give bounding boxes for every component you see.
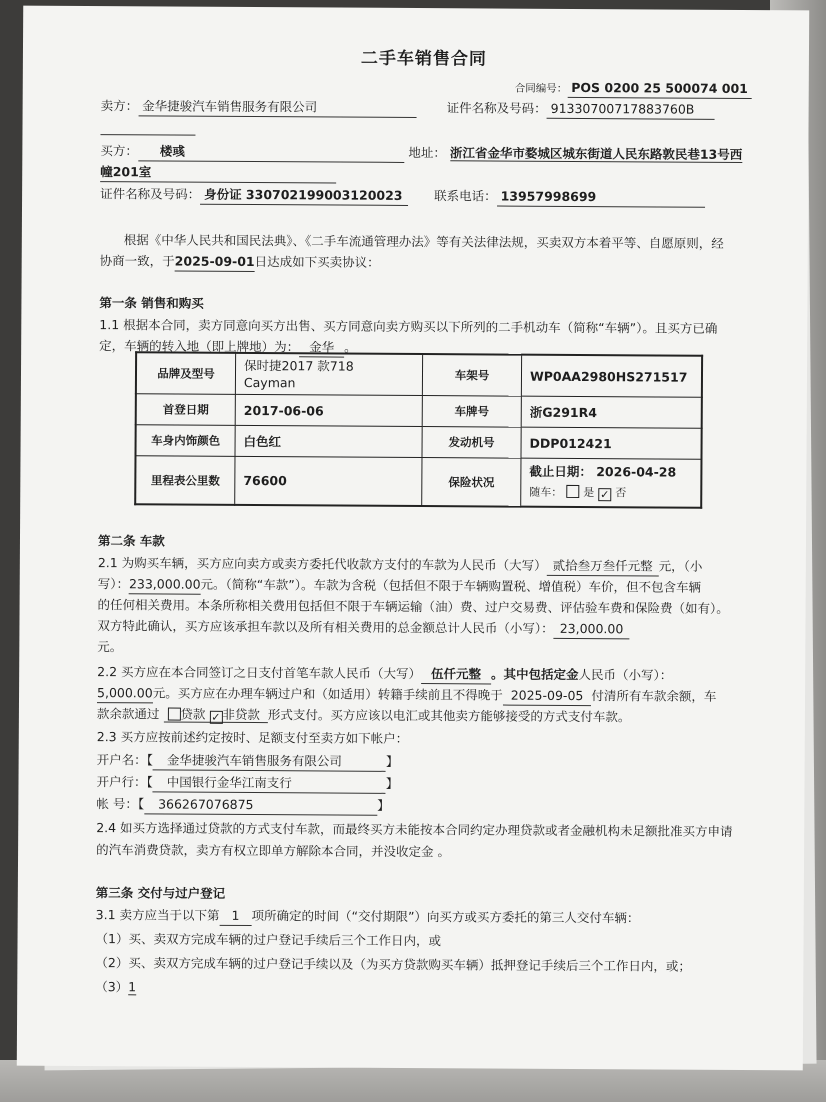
contract-number-label: 合同编号： [514, 82, 568, 95]
insurance-follow-label: 随车： [529, 485, 563, 499]
plate-label: 车牌号 [422, 396, 521, 428]
contract-page [17, 6, 809, 1071]
brand-line1: 保时捷2017 款718 [244, 357, 354, 374]
art2-l1a: 2.1 为购买车辆，买方应向卖方或卖方委托代收款方支付的车款为人民币（大写） [97, 555, 547, 573]
art2-line8 [97, 705, 631, 726]
seller-cert: 91330700717883760B [547, 100, 715, 120]
address-underline [100, 181, 336, 183]
buyer-label: 买方： [100, 143, 138, 159]
transfer-end: 。 [344, 339, 357, 355]
down-payment-words: 伍仟元整 [421, 665, 491, 684]
contract-title: 二手车销售合同 [360, 48, 487, 70]
seller-row [101, 97, 417, 118]
intro-line2 [100, 252, 380, 273]
art3-l1b: 项所确定的时间（“交付期限”）向买方或买方委托的第三人交付车辆： [251, 908, 640, 926]
insurance-no: 否 [615, 486, 627, 500]
article1-p1: 1.1 根据本合同，卖方同意向买方出售、买方同意向卖方购买以下所列的二手机动车（简称“车辆”）。且买方已确 [99, 317, 718, 336]
art2-l2b: 元。（简称“车款”）。车款为含税（包括但不限于车辆购置税、增值税）车价，但不包含车辆 [200, 576, 702, 595]
table-row [136, 394, 702, 428]
price-words: 贰拾叁万叁仟元整 [547, 557, 659, 577]
bank-name: 中国银行金华江南支行 [153, 773, 386, 793]
art2-line3: 的任何相关费用。本条所称相关费用包括但不限于车辆运输（油）费、过户交易费、评估验车费和保险费（如有）。 [97, 597, 729, 616]
contract-number-row [515, 79, 752, 99]
brand-value [235, 353, 422, 396]
transfer-text: 定，车辆的转入地（即上牌地）为： [99, 338, 300, 355]
plate-value: 浙G291R4 [521, 396, 702, 428]
buyer-cert-label: 证件名称及号码： [100, 186, 201, 202]
delivery-item-no: 1 [219, 907, 251, 926]
account-number-row [96, 795, 389, 816]
no-loan-option: 非贷款 [222, 706, 260, 723]
engine-label: 发动机号 [422, 427, 521, 459]
table-row [136, 352, 702, 397]
color-value: 白色红 [235, 425, 422, 457]
buyer-cert: 身份证 330702199003120023 [200, 186, 408, 206]
art2-l7b: 付清所有车款余额，车 [591, 688, 717, 704]
art2-l1b: 元，（小 [658, 558, 703, 574]
art3-l4a: （3） [95, 979, 129, 995]
checkbox-checked-icon: ✓ [600, 488, 610, 502]
art3-l4b: 1 [128, 979, 137, 995]
insurance-label: 保险状况 [422, 458, 521, 507]
price-number: 233,000.00 [129, 575, 201, 594]
intro-line1: 根据《中华人民共和国民法典》、《二手车流通管理办法》等有关法律法规，买卖双方本着平等、自愿原则，经 [123, 232, 724, 251]
checkbox-empty-icon [167, 708, 180, 721]
buyer-address-line1: 浙江省金华市婺城区城东街道人民东路敦民巷13号西 [449, 145, 743, 163]
total-amount: 23,000.00 [554, 620, 630, 639]
art2-line9: 2.3 买方应按前述约定按时、足额支付至卖方如下帐户： [96, 729, 409, 746]
art2-line7 [97, 684, 716, 707]
article1-heading: 第一条 销售和购买 [99, 295, 204, 311]
bracket-close: 】 [385, 753, 399, 769]
seller-label: 卖方： [100, 98, 139, 114]
insurance-deadline: 截止日期： 2026-04-28 [529, 463, 677, 480]
table-row [135, 425, 701, 459]
buyer-address-row [408, 144, 742, 164]
payment-method [163, 706, 268, 723]
buyer-name: 楼彧 [138, 142, 404, 163]
art2-line10: 2.4 如买方选择通过贷款的方式支付车款，而最终买方未能按本合同约定办理贷款或者金融机构未足额批准买方申请 [96, 820, 733, 839]
odometer-label: 里程表公里数 [135, 456, 235, 505]
buyer-address-line2: 幢201室 [100, 164, 152, 180]
engine-value: DDP012421 [521, 427, 702, 459]
intro-text-b: 日达成如下买卖协议： [254, 254, 380, 270]
account-number-label: 帐 号：【 [96, 796, 145, 812]
buyer-cert-row [100, 185, 408, 206]
art3-l1a: 3.1 卖方应当于以下第 [95, 907, 220, 923]
art2-l6c: 人民币（小写）： [578, 667, 673, 683]
art2-line4 [97, 617, 629, 639]
art2-l8a: 款余款通过 [96, 706, 160, 722]
account-name-label: 开户名：【 [96, 752, 153, 768]
article3-heading: 第三条 交付与过户登记 [95, 885, 226, 901]
table-row [135, 456, 701, 508]
seller-cert-row [447, 99, 715, 120]
buyer-phone-row [434, 187, 705, 208]
contract-number: POS 0200 25 500074 001 [567, 79, 752, 99]
art3-line4 [95, 978, 136, 996]
art2-line1 [98, 554, 703, 577]
art2-l7a: 元。买方应在办理车辆过户和（如适用）转籍手续前且不得晚于 [152, 685, 503, 703]
brand-line2: Cayman [243, 374, 296, 391]
bracket-close: 】 [377, 797, 390, 813]
art3-line1 [96, 906, 640, 928]
seller-cert-label: 证件名称及号码： [446, 100, 547, 116]
checkbox-yes-icon [566, 485, 579, 498]
odometer-value: 76600 [235, 456, 422, 506]
insurance-yes: 是 [583, 486, 595, 500]
bank-row [96, 773, 398, 794]
art2-line6 [97, 663, 672, 686]
address-label: 地址： [408, 144, 446, 161]
art2-l6a: 2.2 买方应在本合同签订之日支付首笔车款人民币（大写） [97, 664, 422, 682]
art2-line5: 元。 [97, 639, 123, 655]
down-payment-number: 5,000.00 [97, 684, 153, 703]
checkbox-checked-icon: ✓ [211, 710, 221, 724]
vehicle-table [134, 351, 703, 508]
phone-label: 联系电话： [434, 188, 497, 204]
reg-date-label: 首登日期 [136, 394, 236, 426]
vin-value: WP0AA2980HS271517 [521, 355, 702, 398]
intro-text-a: 协商一致，于 [99, 253, 175, 269]
art2-line2 [98, 575, 701, 598]
article2-heading: 第二条 车款 [97, 533, 165, 549]
art3-line3: （2）买、卖双方完成车辆的过户登记手续以及（为买方贷款购买车辆）抵押登记手续后三个工作日内，或； [95, 955, 691, 974]
transfer-place: 金华 [299, 338, 344, 357]
insurance-value [521, 458, 702, 508]
art2-l8b: 形式支付。买方应该以电汇或其他卖方能够接受的方式支付车款。 [267, 707, 631, 725]
account-number: 366267076875 [144, 795, 377, 815]
bracket-close: 】 [385, 775, 399, 791]
due-date: 2025-09-05 [503, 687, 592, 707]
blank-line [100, 134, 195, 136]
art2-l4a: 双方特此确认，买方应该承担车款以及所有相关费用的总金额总计人民币（小写）： [97, 618, 554, 636]
art2-line11: 的汽车消费贷款，卖方有权立即单方解除本合同，并没收定金 。 [96, 842, 451, 860]
seller-name: 金华捷骏汽车销售服务有限公司 [138, 97, 416, 118]
account-name-row [97, 751, 399, 772]
reg-date-value: 2017-06-06 [235, 394, 422, 426]
vin-label: 车架号 [422, 354, 521, 396]
buyer-row [100, 142, 404, 163]
art3-line2: （1）买、卖双方完成车辆的过户登记手续后三个工作日内，或 [95, 931, 442, 949]
art2-l2a: 写）： [97, 576, 130, 592]
color-label: 车身内饰颜色 [135, 425, 235, 457]
bank-label: 开户行：【 [96, 774, 153, 790]
account-name: 金华捷骏汽车销售服务有限公司 [153, 751, 386, 771]
buyer-phone: 13957998699 [497, 188, 705, 208]
loan-option: 贷款 [180, 706, 206, 722]
brand-label: 品牌及型号 [136, 352, 236, 394]
agreement-date: 2025-09-01 [175, 253, 255, 272]
art2-l6b: 。其中包括定金 [491, 666, 579, 683]
